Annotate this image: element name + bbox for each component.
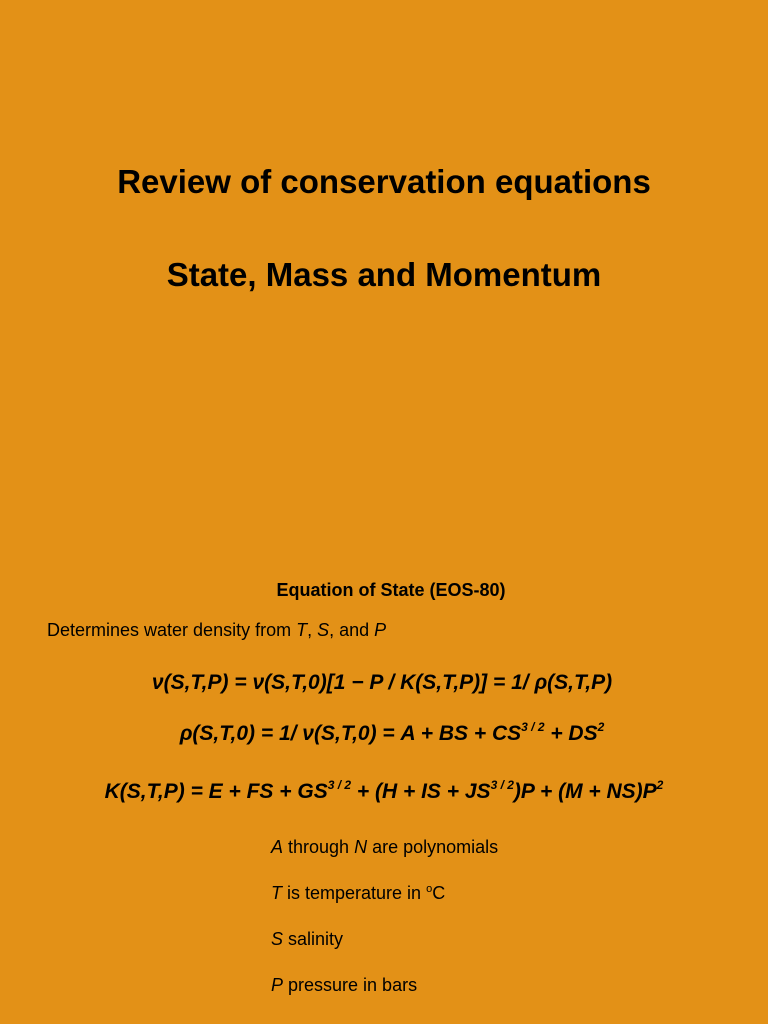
intro-var-p: P	[374, 620, 387, 640]
intro-var-s: S	[317, 620, 330, 640]
slide-title: Review of conservation equations	[117, 163, 651, 200]
note-text: are polynomials	[367, 837, 499, 857]
note-polynomials	[271, 837, 498, 858]
equation-bulk-modulus	[0, 780, 768, 804]
eq2-exponent: 3 / 2	[521, 720, 545, 734]
intro-text: Determines water density from	[47, 620, 297, 640]
eq3-exponent: 2	[656, 778, 664, 792]
eq3-part: + (H + IS + JS	[351, 780, 491, 803]
note-var: T	[271, 883, 282, 903]
eq2-exponent: 2	[597, 720, 605, 734]
eq3-part: )P + (M + NS)P	[513, 780, 657, 803]
note-var: S	[271, 929, 284, 949]
equation-density	[8, 722, 768, 746]
degree-sign: o	[426, 883, 433, 895]
eq3-part: K(S,T,P) = E + FS + GS	[104, 780, 328, 803]
note-var: P	[271, 975, 284, 995]
note-text: is temperature in	[282, 883, 427, 903]
equation-specific-volume: ν(S,T,P) = ν(S,T,0)[1 − P / K(S,T,P)] = 1/ ρ(S,T,P)	[151, 671, 613, 694]
note-temperature	[271, 883, 445, 904]
note-var: A	[271, 837, 284, 857]
intro-sep: , and	[329, 620, 375, 640]
eq3-exponent: 3 / 2	[327, 778, 352, 792]
note-text: salinity	[283, 929, 344, 949]
intro-sep: ,	[307, 620, 318, 640]
eq2-main: ρ(S,T,0) = 1/ ν(S,T,0) = A + BS + CS	[179, 722, 522, 745]
note-text: through	[283, 837, 355, 857]
note-salinity	[271, 929, 343, 950]
intro-var-t: T	[296, 620, 308, 640]
eq2-tail: + DS	[544, 722, 598, 745]
section-heading: Equation of State (EOS-80)	[276, 580, 506, 600]
note-text: pressure in bars	[283, 975, 418, 995]
note-var: N	[354, 837, 368, 857]
eq3-exponent: 3 / 2	[490, 778, 514, 792]
note-unit: C	[432, 883, 446, 903]
intro-line	[47, 620, 386, 641]
slide-subtitle: State, Mass and Momentum	[166, 256, 602, 293]
note-pressure	[271, 975, 417, 996]
